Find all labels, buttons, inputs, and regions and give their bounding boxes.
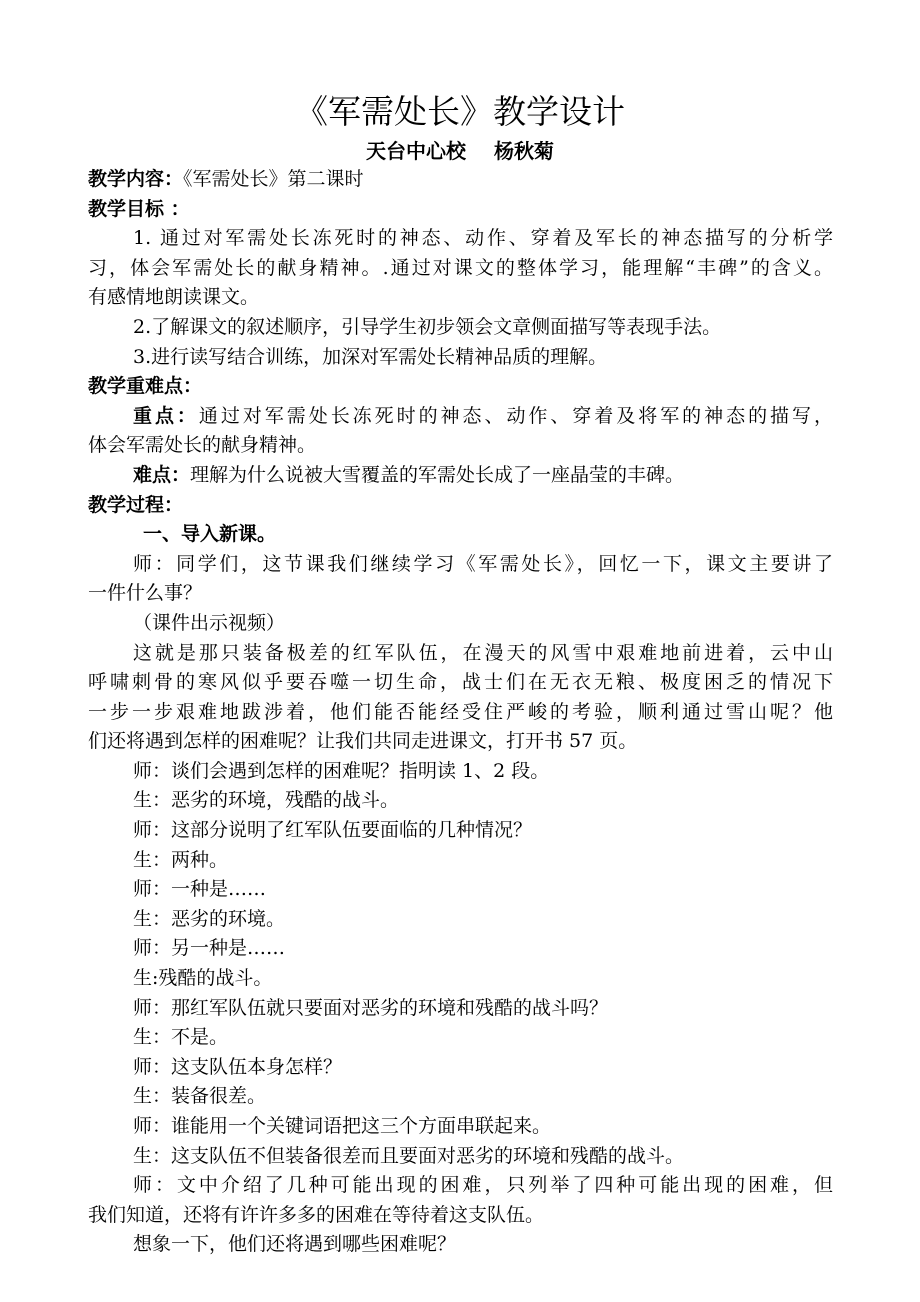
- dialogue-line: 生：两种。: [133, 848, 229, 871]
- dialogue-line: 师：谁能用一个关键词语把这三个方面串联起来。: [133, 1115, 552, 1137]
- difficult-point-label: 难点：: [133, 463, 191, 486]
- goal-3: 3.进行读写结合训练，加深对军需处长精神品质的理解。: [133, 345, 608, 368]
- dialogue-line: 师：这部分说明了红军队伍要面临的几种情况？: [133, 819, 533, 842]
- dialogue-line: 师：这支队伍本身怎样？: [133, 1055, 343, 1078]
- key-point-line-1: [88, 402, 833, 432]
- author-name: 杨秋菊: [494, 139, 554, 163]
- teaching-content-label: 教学内容：: [88, 168, 184, 190]
- dialogue-line: 生：这支队伍不但装备很差而且要面对恶劣的环境和残酷的战斗。: [133, 1144, 685, 1167]
- dialogue-line: 师：那红军队伍就只要面对恶劣的环境和残酷的战斗吗？: [133, 996, 609, 1019]
- goal-1-line-3: 有感情地朗读课文。: [88, 286, 260, 309]
- para-1-line-2: 一件什么事？: [88, 582, 203, 605]
- key-point-label: 重点：: [133, 404, 199, 427]
- dialogue-line: 生：装备很差。: [133, 1085, 267, 1108]
- goal-1-line-1: 1. 通过对军需处长冻死时的神态、动作、穿着及军长的神态描写的分析学: [133, 227, 833, 250]
- dialogue-line: 师：另一种是……: [133, 937, 286, 960]
- para-1-line-1: 师：同学们，这节课我们继续学习《军需处长》，回忆一下，课文主要讲了: [133, 552, 833, 575]
- dialogue-line: 生:残酷的战斗。: [133, 967, 273, 990]
- para-2-line-2: 呼啸刺骨的寒风似乎要吞噬一切生命，战士们在无衣无粮、极度困乏的情况下: [88, 671, 833, 694]
- document-body: [88, 165, 833, 1260]
- process-heading: 教学过程：: [88, 493, 184, 516]
- difficult-point-line: [88, 461, 833, 491]
- difficult-point-text: 理解为什么说被大雪覆盖的军需处长成了一座晶莹的丰碑。: [190, 463, 685, 486]
- dialogue-line: 生：不是。: [133, 1026, 229, 1049]
- teaching-content-line: [88, 165, 833, 195]
- dialogue-line: 师：谈们会遇到怎样的困难呢？指明读 1、2 段。: [133, 759, 550, 782]
- dialogue-line: 生：恶劣的环境，残酷的战斗。: [133, 789, 400, 812]
- document-subtitle: [0, 137, 920, 165]
- dialogue-line: 师：一种是……: [133, 878, 267, 901]
- video-note: （课件出示视频）: [133, 611, 286, 634]
- teaching-goals-heading: 教学目标 ：: [88, 197, 190, 220]
- section-1-heading: 一、导入新课。: [143, 523, 277, 546]
- key-point-line-2: 体会军需处长的献身精神。: [88, 434, 317, 457]
- para-3-line-2: 我们知道，还将有许许多多的困难在等待着这支队伍。: [88, 1203, 545, 1226]
- goal-1-line-2: 习，体会军需处长的献身精神。.通过对课文的整体学习，能理解“丰碑”的含义。: [88, 256, 833, 279]
- para-4: 想象一下，他们还将遇到哪些困难呢？: [133, 1233, 457, 1256]
- key-point-text-1: 通过对军需处长冻死时的神态、动作、穿着及将军的神态的描写，: [198, 404, 833, 427]
- teaching-content-value: 《军需处长》第二课时: [183, 168, 364, 190]
- key-points-heading: 教学重难点：: [88, 375, 203, 398]
- dialogue-line: 生：恶劣的环境。: [133, 907, 286, 930]
- para-2-line-4: 们还将遇到怎样的困难呢？让我们共同走进课文，打开书 57 页。: [88, 730, 638, 753]
- document-title: 《军需处长》教学设计: [295, 92, 625, 131]
- school-name: 天台中心校: [366, 139, 466, 163]
- para-3-line-1: 师：文中介绍了几种可能出现的困难，只列举了四种可能出现的困难，但: [133, 1174, 833, 1197]
- para-2-line-3: 一步一步艰难地跋涉着，他们能否能经受住严峻的考验，顺利通过雪山呢？他: [88, 700, 833, 723]
- goal-2: 2.了解课文的叙述顺序，引导学生初步领会文章侧面描写等表现手法。: [133, 315, 722, 338]
- para-2-line-1: 这就是那只装备极差的红军队伍，在漫天的风雪中艰难地前进着，云中山: [133, 641, 833, 664]
